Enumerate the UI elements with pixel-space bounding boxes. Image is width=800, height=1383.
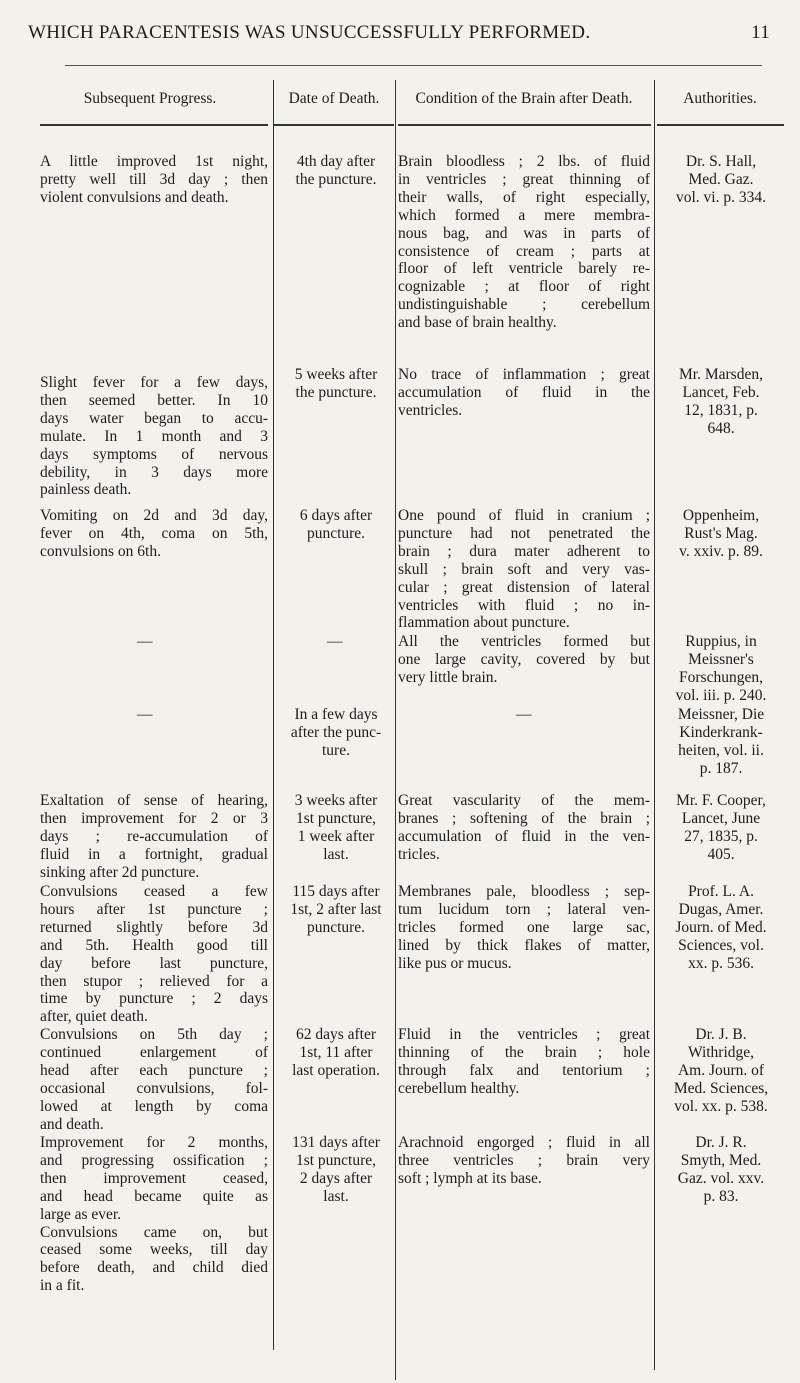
row-3-authority-line: Rust's Mag.	[684, 524, 758, 542]
row-7-progress-line: hours after 1st puncture ;	[40, 900, 268, 918]
row-5-death	[278, 706, 394, 760]
row-8-progress-line: head after each puncture ;	[40, 1061, 268, 1079]
row-6-progress-line: then improvement for 2 or 3	[40, 809, 268, 827]
row-1-brain-line: undistinguishable ; cerebellum	[398, 296, 650, 314]
column-header-authorities: Authorities.	[683, 90, 757, 107]
row-6-brain-line: accumulation of fluid in the ven-	[398, 827, 650, 845]
row-6-death-line: 1 week after	[297, 827, 375, 845]
row-4-death-dash: —	[327, 633, 343, 650]
row-8-authorities	[656, 1026, 786, 1116]
row-5-death-line: after the punc-	[290, 723, 382, 741]
row-9-death-line: 131 days after	[292, 1134, 380, 1151]
row-1-brain-line: and base of brain healthy.	[398, 314, 557, 332]
row-2-authority-line: 12, 1831, p.	[684, 401, 758, 419]
row-5-death-line: In a few days	[294, 706, 378, 723]
header-underline-brain	[398, 124, 651, 126]
row-1-authorities	[656, 153, 786, 207]
row-7-progress-line: after, quiet death.	[40, 1008, 148, 1026]
row-6-progress-line: Exaltation of sense of hearing,	[40, 792, 268, 809]
row-1-brain-line: cognizable ; at floor of right	[398, 278, 650, 296]
column-header-brain: Condition of the Brain after Death.	[415, 90, 633, 107]
row-9-authority-line: Dr. J. R.	[695, 1134, 747, 1151]
row-7-progress-line: Convulsions ceased a few	[40, 883, 268, 900]
row-2-brain-line: accumulation of fluid in the	[398, 383, 650, 401]
row-8-death-line: 62 days after	[295, 1026, 377, 1043]
row-6-death-line: 3 weeks after	[294, 792, 378, 809]
row-3-authorities	[656, 507, 786, 561]
row-3-brain-line: flammation about puncture.	[398, 614, 570, 632]
row-1-progress	[40, 153, 268, 207]
row-1-brain-line: Brain bloodless ; 2 lbs. of fluid	[398, 153, 650, 170]
row-7-authority-line: xx. p. 536.	[688, 954, 754, 972]
row-1-progress-line: pretty well till 3d day ; then	[40, 170, 268, 188]
row-7-authority-line: Dugas, Amer.	[678, 900, 764, 918]
row-8-progress-line: Convulsions on 5th day ;	[40, 1026, 268, 1043]
row-5-authority-line: Meissner, Die	[677, 706, 765, 723]
row-7-brain-line: tum lucidum torn ; lateral ven-	[398, 900, 650, 918]
row-4-brain-line: one large cavity, covered by but	[398, 650, 650, 668]
row-9-progress-line: before death, and child died	[40, 1259, 268, 1277]
row-7-death-line: 115 days after	[292, 883, 380, 900]
header-underline-progress	[40, 124, 268, 126]
row-8-death-line: 1st, 11 after	[299, 1043, 373, 1061]
row-6-progress-line: sinking after 2d puncture.	[40, 863, 200, 881]
row-9-progress-line: large as ever.	[40, 1205, 122, 1223]
row-8-death	[278, 1026, 394, 1080]
row-4-authority-line: vol. iii. p. 240.	[675, 686, 767, 704]
row-8-brain-line: Fluid in the ventricles ; great	[398, 1026, 650, 1043]
row-7-progress-line: and 5th. Health good till	[40, 936, 268, 954]
row-6-authority-line: Mr. F. Cooper,	[676, 792, 766, 809]
row-2-progress-line: days water began to accu-	[40, 409, 268, 427]
row-4-brain-line: very little brain.	[398, 668, 498, 686]
row-9-progress-line: ceased some weeks, till day	[40, 1241, 268, 1259]
header-underline-authorities	[657, 124, 784, 126]
row-2-death-line: the puncture.	[295, 383, 377, 401]
row-7-death	[278, 883, 394, 937]
row-6-authority-line: 405.	[707, 845, 735, 863]
row-7-progress-line: returned slightly before 3d	[40, 918, 268, 936]
row-2-authority-line: Mr. Marsden,	[679, 366, 763, 383]
row-8-brain-line: through falx and tentorium ;	[398, 1061, 650, 1079]
row-3-brain	[398, 507, 650, 632]
row-4-authorities	[656, 633, 786, 705]
row-5-authority-line: Kinderkrank-	[679, 723, 763, 741]
page-number: 11	[751, 22, 770, 43]
row-6-brain	[398, 792, 650, 864]
row-5-brain-dash: —	[516, 706, 532, 723]
row-8-progress-line: and death.	[40, 1115, 104, 1133]
row-9-authority-line: p. 83.	[703, 1187, 739, 1205]
row-2-authorities	[656, 366, 786, 438]
row-7-brain-line: Membranes pale, bloodless ; sep-	[398, 883, 650, 900]
row-6-progress-line: days ; re-accumulation of	[40, 827, 268, 845]
row-7-death-line: puncture.	[306, 918, 366, 936]
row-6-brain-line: branes ; softening of the brain ;	[398, 809, 650, 827]
row-5-authority-line: heiten, vol. ii.	[678, 741, 764, 759]
row-3-authority-line: v. xxiv. p. 89.	[679, 542, 763, 560]
row-9-progress	[40, 1134, 268, 1295]
row-8-authority-line: Dr. J. B.	[695, 1026, 747, 1043]
row-1-progress-line: A little improved 1st night,	[40, 153, 268, 170]
row-3-authority-line: Oppenheim,	[682, 507, 760, 524]
row-2-brain-line: ventricles.	[398, 401, 463, 419]
row-3-progress-line: convulsions on 6th.	[40, 542, 161, 560]
row-7-progress-line: day before last puncture,	[40, 954, 268, 972]
row-9-brain	[398, 1134, 650, 1188]
row-9-authority-line: Smyth, Med.	[680, 1151, 762, 1169]
row-1-brain-line: which formed a mere membra-	[398, 206, 650, 224]
row-3-progress-line: Vomiting on 2d and 3d day,	[40, 507, 268, 524]
row-9-brain-line: three ventricles ; brain very	[398, 1151, 650, 1169]
row-2-brain	[398, 366, 650, 420]
row-7-brain-line: like pus or mucus.	[398, 954, 512, 972]
row-3-death-line: puncture.	[306, 524, 366, 542]
row-6-authority-line: 27, 1835, p.	[684, 827, 758, 845]
row-6-authorities	[656, 792, 786, 864]
row-1-death	[278, 153, 394, 189]
row-4-brain	[398, 633, 650, 687]
row-9-death-line: last.	[323, 1187, 349, 1205]
row-9-brain-line: soft ; lymph at its base.	[398, 1169, 542, 1187]
row-5-progress-dash: —	[137, 706, 153, 723]
row-7-brain	[398, 883, 650, 973]
header-underline-death	[274, 124, 394, 126]
row-2-progress-line: then seemed better. In 10	[40, 391, 268, 409]
row-2-progress-line: Slight fever for a few days,	[40, 374, 268, 391]
row-6-progress-line: fluid in a fortnight, gradual	[40, 845, 268, 863]
row-5-authority-line: p. 187.	[699, 759, 743, 777]
row-7-authority-line: Journ. of Med.	[675, 918, 767, 936]
row-8-progress-line: continued enlargement of	[40, 1043, 268, 1061]
row-7-death-line: 1st, 2 after last	[290, 900, 382, 918]
row-7-authority-line: Sciences, vol.	[678, 936, 764, 954]
row-2-brain-line: No trace of inflammation ; great	[398, 366, 650, 383]
row-1-progress-line: violent convulsions and death.	[40, 188, 229, 206]
row-1-death-line: 4th day after	[296, 153, 376, 170]
column-rule-3	[654, 80, 655, 1370]
row-7-progress	[40, 883, 268, 1026]
row-1-authority-line: Dr. S. Hall,	[685, 153, 757, 170]
row-8-progress-line: lowed at length by coma	[40, 1097, 268, 1115]
row-5-death-line: ture.	[322, 741, 350, 759]
row-3-progress	[40, 507, 268, 561]
row-2-progress-line: debility, in 3 days more	[40, 463, 268, 481]
row-1-brain-line: their walls, of right especially,	[398, 188, 650, 206]
row-9-progress-line: then improvement ceased,	[40, 1169, 268, 1187]
row-2-progress-line: days symptoms of nervous	[40, 445, 268, 463]
row-3-brain-line: cular ; great distension of lateral	[398, 578, 650, 596]
row-6-brain-line: tricles.	[398, 845, 440, 863]
row-3-brain-line: puncture had not penetrated the	[398, 524, 650, 542]
row-1-brain-line: in ventricles ; great thinning of	[398, 170, 650, 188]
row-3-death	[278, 507, 394, 543]
row-3-brain-line: ventricles with fluid ; no in-	[398, 596, 650, 614]
row-1-authority-line: vol. vi. p. 334.	[676, 188, 766, 206]
row-3-brain-line: skull ; brain soft and very vas-	[398, 560, 650, 578]
row-5-authorities	[656, 706, 786, 778]
row-4-authority-line: Meissner's	[688, 650, 754, 668]
row-9-progress-line: and progressing ossification ;	[40, 1151, 268, 1169]
column-header-progress: Subsequent Progress.	[83, 90, 217, 107]
row-4-authority-line: Ruppius, in	[685, 633, 757, 650]
row-6-brain-line: Great vascularity of the mem-	[398, 792, 650, 809]
row-1-death-line: the puncture.	[295, 170, 377, 188]
row-9-authority-line: Gaz. vol. xxv.	[677, 1169, 765, 1187]
row-8-brain-line: cerebellum healthy.	[398, 1079, 520, 1097]
row-7-authority-line: Prof. L. A.	[688, 883, 754, 900]
row-8-progress	[40, 1026, 268, 1133]
row-7-brain-line: tricles formed one large sac,	[398, 918, 650, 936]
row-8-death-line: last operation.	[292, 1061, 380, 1079]
row-3-brain-line: brain ; dura mater adherent to	[398, 542, 650, 560]
row-2-death-line: 5 weeks after	[294, 366, 378, 383]
row-8-brain	[398, 1026, 650, 1098]
row-4-brain-line: All the ventricles formed but	[398, 633, 650, 650]
row-1-brain	[398, 153, 650, 332]
running-head	[28, 22, 770, 48]
row-9-authorities	[656, 1134, 786, 1206]
row-7-progress-line: then stupor ; relieved for a	[40, 972, 268, 990]
row-6-progress	[40, 792, 268, 882]
header-rule	[65, 65, 762, 66]
row-3-progress-line: fever on 4th, coma on 5th,	[40, 524, 268, 542]
row-7-brain-line: lined by thick flakes of matter,	[398, 936, 650, 954]
row-8-authority-line: Med. Sciences,	[673, 1079, 769, 1097]
row-2-progress-line: painless death.	[40, 481, 132, 499]
row-7-progress-line: time by puncture ; 2 days	[40, 990, 268, 1008]
row-1-authority-line: Med. Gaz.	[688, 170, 754, 188]
row-1-brain-line: floor of left ventricle barely re-	[398, 260, 650, 278]
row-6-authority-line: Lancet, June	[681, 809, 761, 827]
row-3-brain-line: One pound of fluid in cranium ;	[398, 507, 650, 524]
row-9-progress-line: Improvement for 2 months,	[40, 1134, 268, 1151]
row-6-death-line: 1st puncture,	[295, 809, 377, 827]
column-rule-2	[395, 80, 396, 1380]
row-6-death-line: last.	[323, 845, 349, 863]
row-9-death	[278, 1134, 394, 1206]
row-7-authorities	[656, 883, 786, 973]
row-8-brain-line: thinning of the brain ; hole	[398, 1043, 650, 1061]
row-2-death	[278, 366, 394, 402]
row-9-brain-line: Arachnoid engorged ; fluid in all	[398, 1134, 650, 1151]
row-9-progress-line: Convulsions came on, but	[40, 1223, 268, 1241]
row-8-authority-line: Withridge,	[687, 1043, 755, 1061]
row-4-progress-dash: —	[137, 633, 153, 650]
row-4-authority-line: Forschungen,	[679, 668, 763, 686]
row-2-progress-line: mulate. In 1 month and 3	[40, 427, 268, 445]
row-9-progress-line: in a fit.	[40, 1277, 85, 1295]
running-head-title: WHICH PARACENTESIS WAS UNSUCCESSFULLY PERFORMED.	[28, 22, 591, 43]
row-8-authority-line: vol. xx. p. 538.	[674, 1097, 768, 1115]
row-6-death	[278, 792, 394, 864]
row-2-authority-line: 648.	[707, 419, 735, 437]
row-1-brain-line: consistence of cream ; parts at	[398, 242, 650, 260]
row-1-brain-line: nous bag, and was in parts of	[398, 224, 650, 242]
row-2-authority-line: Lancet, Feb.	[682, 383, 760, 401]
row-2-progress	[40, 374, 268, 499]
column-rule-1	[273, 80, 274, 1350]
row-9-death-line: 1st puncture,	[295, 1151, 377, 1169]
row-3-death-line: 6 days after	[299, 507, 373, 524]
row-9-progress-line: and head became quite as	[40, 1187, 268, 1205]
row-9-death-line: 2 days after	[299, 1169, 373, 1187]
column-header-death: Date of Death.	[288, 90, 380, 107]
row-8-authority-line: Am. Journ. of	[677, 1061, 765, 1079]
row-8-progress-line: occasional convulsions, fol-	[40, 1079, 268, 1097]
